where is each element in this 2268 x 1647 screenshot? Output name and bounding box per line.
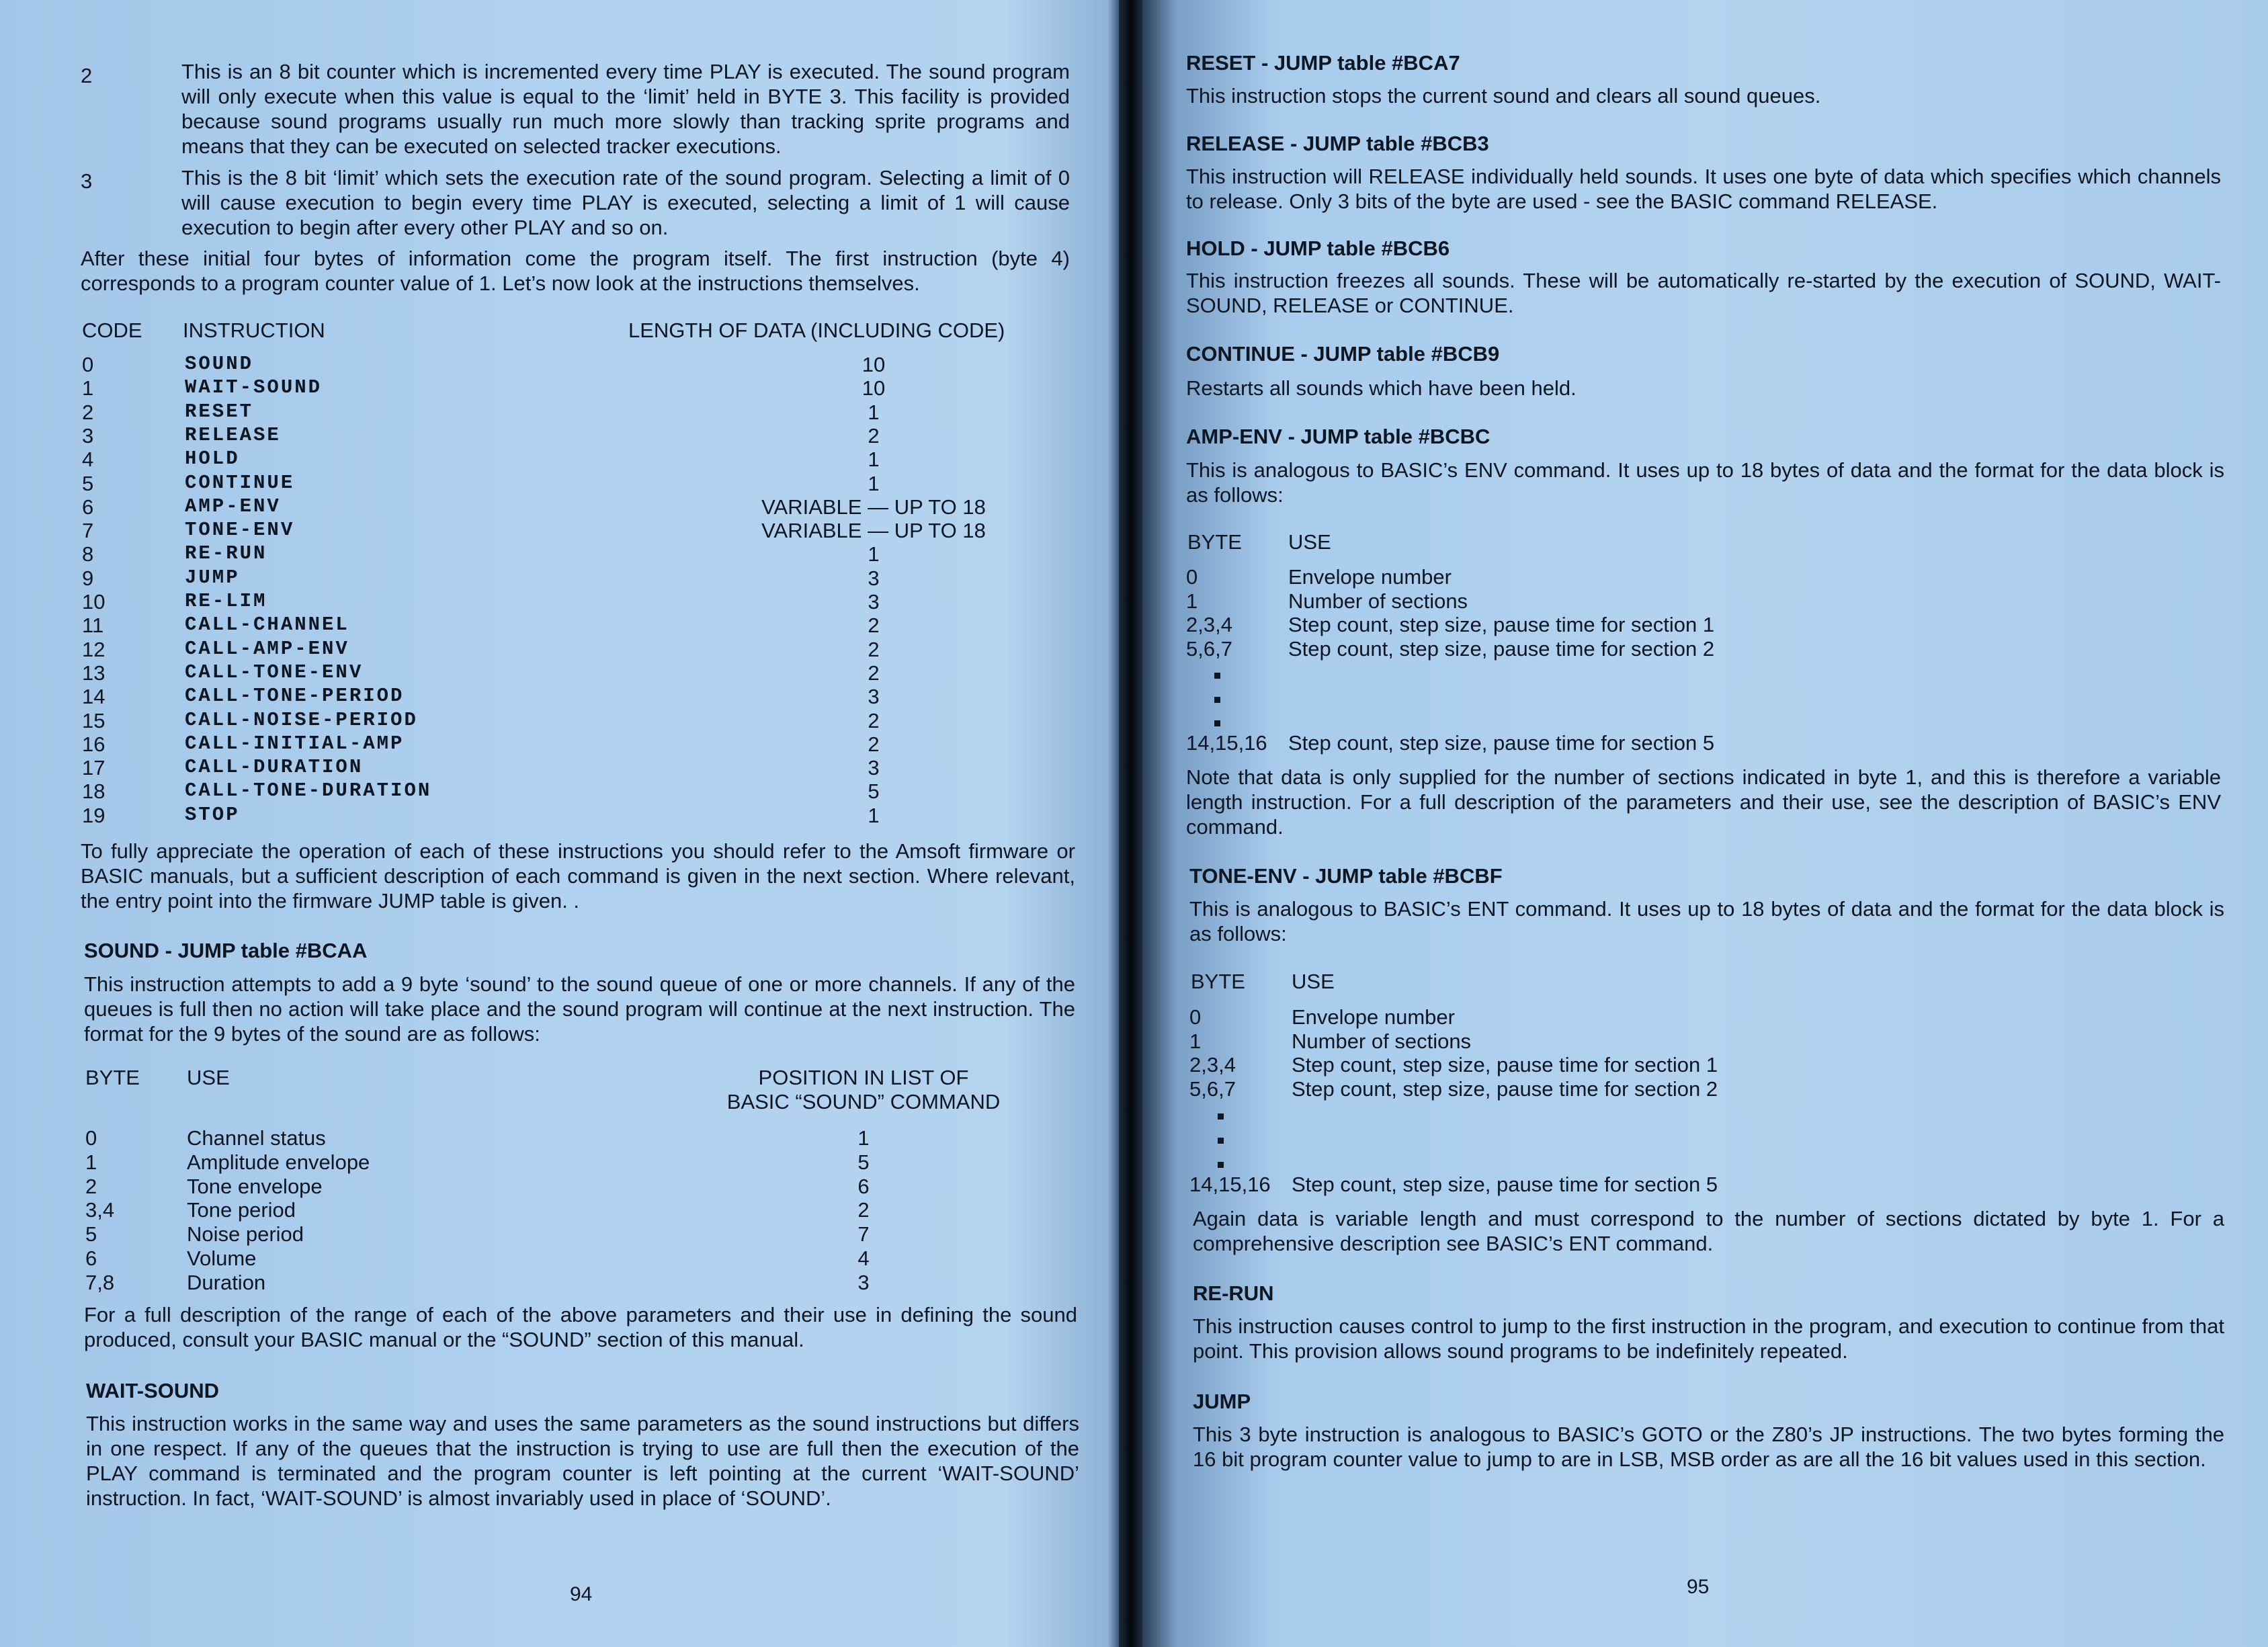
ellipsis-dot [1214,720,1220,726]
table-row [84,1247,1075,1270]
use-cell: Duration [187,1270,266,1294]
instruction-table-header [81,319,1075,342]
use-cell: Envelope number [1288,565,1452,589]
numbered-item-3-text: This is the 8 bit ‘limit’ which sets the execution rate of the sound program. Selecting a limit of 0 will cause execution to begin every time PLAY is executed, selecting a limit of 1 will cause execution to begin after every other PLAY and so on. [181,166,1070,239]
length-cell: 2 [868,423,880,448]
instruction-cell: TONE-ENV [185,519,295,542]
instruction-cell: CALL-INITIAL-AMP [185,732,405,755]
re-run-heading: RE-RUN [1193,1281,1274,1305]
ellipsis-dot [1218,1162,1224,1168]
length-cell: VARIABLE — UP TO 18 [761,519,986,543]
instruction-cell: HOLD [185,448,240,470]
amp-env-paragraph: This is analogous to BASIC’s ENV command. It uses up to 18 bytes of data and the format for the data block is as follows: [1186,458,2224,507]
position-cell: 4 [857,1247,870,1270]
intro-paragraph: After these initial four bytes of information come the program itself. The first instruction (byte 4) corresponds to a program counter value of 1. Let’s now look at the instructions themselves. [81,247,1070,295]
table-row [81,400,1075,424]
code-cell: 1 [82,376,94,400]
use-cell: Step count, step size, pause time for section 1 [1288,613,1715,636]
column-header-byte: BYTE [85,1066,140,1089]
position-cell: 3 [857,1270,870,1294]
length-cell: 3 [868,756,880,780]
byte-cell: 2,3,4 [1189,1053,1236,1076]
length-cell: 2 [868,661,880,685]
table-row [81,709,1075,732]
table-row [81,472,1075,495]
book-gutter [1119,0,1142,1647]
table-row [84,1271,1075,1294]
length-cell: 2 [868,614,880,638]
code-cell: 10 [82,590,106,614]
table-row [81,376,1075,400]
ellipsis-dot [1214,697,1220,703]
sound-after-paragraph: For a full description of the range of each of the above parameters and their use in defining the sound produced, consult your BASIC manual or the “SOUND” section of this manual. [84,1303,1077,1351]
amp-env-heading: AMP-ENV - JUMP table #BCBC [1186,425,1490,448]
use-cell: Step count, step size, pause time for section 2 [1288,636,1715,661]
amp-env-note: Note that data is only supplied for the number of sections indicated in byte 1, and this is therefore a variable length instruction. For a full description of the parameters and their use, see the description of BASIC’s ENV command. [1186,765,2221,839]
code-cell: 7 [82,519,94,543]
amp-env-table-header [1186,530,2194,554]
code-cell: 2 [82,400,94,424]
table-row [81,804,1075,827]
column-header-length: LENGTH OF DATA (INCLUDING CODE) [628,319,1005,342]
use-cell: Step count, step size, pause time for section 5 [1292,1173,1718,1196]
tone-env-table [1189,970,2197,1198]
instruction-table [81,319,1075,836]
table-row [1189,1029,2197,1053]
column-header-position-line1: POSITION IN LIST OF [758,1066,969,1089]
position-cell: 1 [857,1126,870,1150]
amp-env-table [1186,530,2194,759]
column-header-byte: BYTE [1187,530,1242,554]
code-cell: 12 [82,637,106,661]
instruction-cell: CALL-NOISE-PERIOD [185,708,418,731]
instruction-cell: CONTINUE [185,471,295,494]
table-row [81,542,1075,566]
position-cell: 2 [857,1198,870,1222]
table-row [81,685,1075,708]
length-cell: 2 [868,637,880,661]
page-number-right: 95 [1687,1576,1710,1598]
code-cell: 6 [82,495,94,519]
code-cell: 8 [82,542,94,566]
byte-cell: 5,6,7 [1186,636,1232,661]
use-cell: Volume [187,1247,257,1270]
length-cell: 1 [868,400,880,424]
use-cell: Step count, step size, pause time for section 2 [1292,1076,1718,1101]
table-row [81,353,1075,376]
length-cell: 5 [868,779,880,804]
numbered-item-3-number: 3 [81,169,93,193]
instruction-cell: CALL-AMP-ENV [185,637,349,660]
tone-env-note: Again data is variable length and must correspond to the number of sections dictated by byte 1. For a comprehensive description see BASIC’s ENT command. [1193,1207,2224,1255]
byte-cell: 5,6,7 [1189,1076,1236,1101]
code-cell: 13 [82,661,106,685]
column-header-code: CODE [82,319,142,342]
reset-paragraph: This instruction stops the current sound and clears all sound queues. [1186,84,1821,108]
instruction-cell: SOUND [185,353,254,375]
instruction-cell: CALL-TONE-DURATION [185,779,432,802]
column-header-use: USE [1292,970,1335,993]
length-cell: 3 [868,685,880,709]
table-row [84,1198,1075,1222]
sound-byte-table [84,1066,1075,1298]
use-cell: Envelope number [1292,1005,1455,1029]
column-header-use: USE [1288,530,1331,554]
byte-cell: 1 [1186,589,1198,613]
table-row [81,661,1075,685]
code-cell: 16 [82,732,106,756]
sound-table-header-line2 [84,1090,1075,1113]
length-cell: 1 [868,448,880,472]
continue-heading: CONTINUE - JUMP table #BCB9 [1186,342,1500,366]
instruction-cell: RESET [185,400,254,423]
length-cell: 1 [868,803,880,827]
continue-paragraph: Restarts all sounds which have been held. [1186,376,1577,400]
sound-heading: SOUND - JUMP table #BCAA [84,939,368,962]
length-cell: 3 [868,566,880,590]
use-cell: Number of sections [1292,1029,1472,1053]
table-row [84,1222,1075,1246]
instruction-cell: RELEASE [185,423,281,446]
code-cell: 18 [82,779,106,804]
byte-cell: 0 [1186,565,1198,589]
left-page [0,0,1119,1647]
right-page [1142,0,2268,1647]
length-cell: 2 [868,732,880,756]
position-cell: 7 [857,1222,870,1247]
table-row [84,1126,1075,1150]
byte-cell: 14,15,16 [1189,1173,1271,1196]
length-cell: 10 [862,376,886,400]
length-cell: 1 [868,542,880,566]
table-row [84,1150,1075,1174]
code-cell: 3 [82,423,94,448]
numbered-item-2-number: 2 [81,64,93,87]
code-cell: 5 [82,471,94,495]
table-row [84,1175,1075,1198]
table-row [81,566,1075,590]
code-cell: 4 [82,448,94,472]
use-cell: Step count, step size, pause time for section 5 [1288,731,1715,755]
column-header-byte: BYTE [1191,970,1245,993]
code-cell: 14 [82,685,106,709]
tone-env-heading: TONE-ENV - JUMP table #BCBF [1189,864,1503,888]
page-number-left: 94 [570,1583,593,1605]
table-row [1186,731,2194,755]
instruction-cell: JUMP [185,566,240,589]
use-cell: Noise period [187,1222,304,1247]
table-row [81,732,1075,756]
column-header-instruction: INSTRUCTION [183,319,325,342]
byte-cell: 2,3,4 [1186,613,1232,636]
use-cell: Number of sections [1288,589,1468,613]
column-header-use: USE [187,1066,230,1089]
table-row [81,590,1075,614]
reset-heading: RESET - JUMP table #BCA7 [1186,51,1460,75]
length-cell: 2 [868,708,880,732]
table-row [81,756,1075,779]
tone-env-paragraph: This is analogous to BASIC’s ENT command. It uses up to 18 bytes of data and the format for the data block is as follows: [1189,897,2224,945]
table-row [81,519,1075,542]
table-row [81,779,1075,803]
byte-cell: 7,8 [85,1270,115,1294]
instruction-cell: CALL-CHANNEL [185,614,349,636]
ellipsis-dot [1214,673,1220,679]
after-table-paragraph: To fully appreciate the operation of each of these instructions you should refer to the Amsoft firmware or BASIC manuals, but a sufficient description of each command is given in the next section. Where relevant, the entry point into the firmware JUMP table is given. . [81,839,1075,913]
byte-cell: 0 [1189,1005,1202,1029]
use-cell: Tone period [187,1198,296,1222]
table-row [81,424,1075,448]
table-row [1189,1077,2197,1101]
byte-cell: 2 [85,1174,97,1198]
use-cell: Tone envelope [187,1174,323,1198]
wait-sound-heading: WAIT-SOUND [86,1379,220,1402]
release-paragraph: This instruction will RELEASE individually held sounds. It uses one byte of data which specifies which channels to release. Only 3 bits of the byte are used - see the BASIC command RELEASE. [1186,165,2221,213]
byte-cell: 14,15,16 [1186,731,1267,755]
length-cell: 3 [868,590,880,614]
table-row [81,614,1075,637]
table-row [1186,613,2194,636]
use-cell: Step count, step size, pause time for section 1 [1292,1053,1718,1076]
byte-cell: 1 [1189,1029,1202,1053]
use-cell: Amplitude envelope [187,1150,370,1174]
instruction-cell: STOP [185,803,240,826]
instruction-cell: CALL-TONE-ENV [185,661,364,683]
instruction-cell: RE-LIM [185,590,267,612]
numbered-item-2-text: This is an 8 bit counter which is incremented every time PLAY is executed. The sound program will only execute when this value is equal to the ‘limit’ held in BYTE 3. This facility is provided because sound programs usually run much more slowly than tracking sprite programs and means that they can be executed on selected tracker executions. [181,60,1070,158]
ellipsis-dot [1218,1138,1224,1144]
re-run-paragraph: This instruction causes control to jump to the first instruction in the program, and execution to continue from that point. This provision allows sound programs to be indefinitely repeated. [1193,1314,2224,1363]
table-row [1189,1005,2197,1029]
column-header-position-line2: BASIC “SOUND” COMMAND [726,1090,1001,1113]
byte-cell: 1 [85,1150,97,1174]
length-cell: 1 [868,471,880,495]
byte-cell: 6 [85,1247,97,1270]
sound-table-header [84,1066,1075,1089]
hold-paragraph: This instruction freezes all sounds. These will be automatically re-started by the execution of SOUND, WAIT-SOUND, RELEASE or CONTINUE. [1186,269,2221,317]
table-row [1189,1173,2197,1196]
wait-sound-paragraph: This instruction works in the same way and uses the same parameters as the sound instructions but differs in one respect. If any of the queues that the instruction is trying to use are full then the execution of the PLAY command is terminated and the program counter is left pointing at the current ‘WAIT-SOUND’ instruction. In fact, ‘WAIT-SOUND’ is almost invariably used in place of ‘SOUND’. [86,1412,1079,1510]
table-row [81,448,1075,471]
length-cell: VARIABLE — UP TO 18 [761,495,986,519]
byte-cell: 5 [85,1222,97,1247]
position-cell: 5 [857,1150,870,1174]
sound-paragraph: This instruction attempts to add a 9 byte ‘sound’ to the sound queue of one or more channels. If any of the queues is full then no action will take place and the sound program will continue at the next instruction. The format for the 9 bytes of the sound are as follows: [84,972,1075,1046]
jump-heading: JUMP [1193,1390,1251,1413]
code-cell: 19 [82,803,106,827]
instruction-cell: AMP-ENV [185,495,281,517]
table-row [1186,589,2194,613]
code-cell: 15 [82,708,106,732]
table-row [1186,637,2194,661]
hold-heading: HOLD - JUMP table #BCB6 [1186,237,1450,260]
byte-cell: 3,4 [85,1198,115,1222]
table-row [81,638,1075,661]
code-cell: 0 [82,353,94,376]
release-heading: RELEASE - JUMP table #BCB3 [1186,132,1489,155]
jump-paragraph: This 3 byte instruction is analogous to BASIC’s GOTO or the Z80’s JP instructions. The two bytes forming the 16 bit program counter value to jump to are in LSB, MSB order as are all the 16 bit values used in this section. [1193,1423,2224,1471]
byte-cell: 0 [85,1126,97,1150]
table-row [1186,565,2194,589]
code-cell: 11 [82,614,104,638]
code-cell: 17 [82,756,106,780]
instruction-cell: WAIT-SOUND [185,376,323,399]
table-row [81,495,1075,519]
code-cell: 9 [82,566,94,590]
ellipsis-dot [1218,1113,1224,1120]
use-cell: Channel status [187,1126,326,1150]
tone-env-table-header [1189,970,2197,993]
instruction-cell: CALL-TONE-PERIOD [185,685,405,708]
position-cell: 6 [857,1174,870,1198]
table-row [1189,1053,2197,1076]
instruction-cell: CALL-DURATION [185,756,364,779]
instruction-cell: RE-RUN [185,542,267,565]
length-cell: 10 [862,353,886,376]
